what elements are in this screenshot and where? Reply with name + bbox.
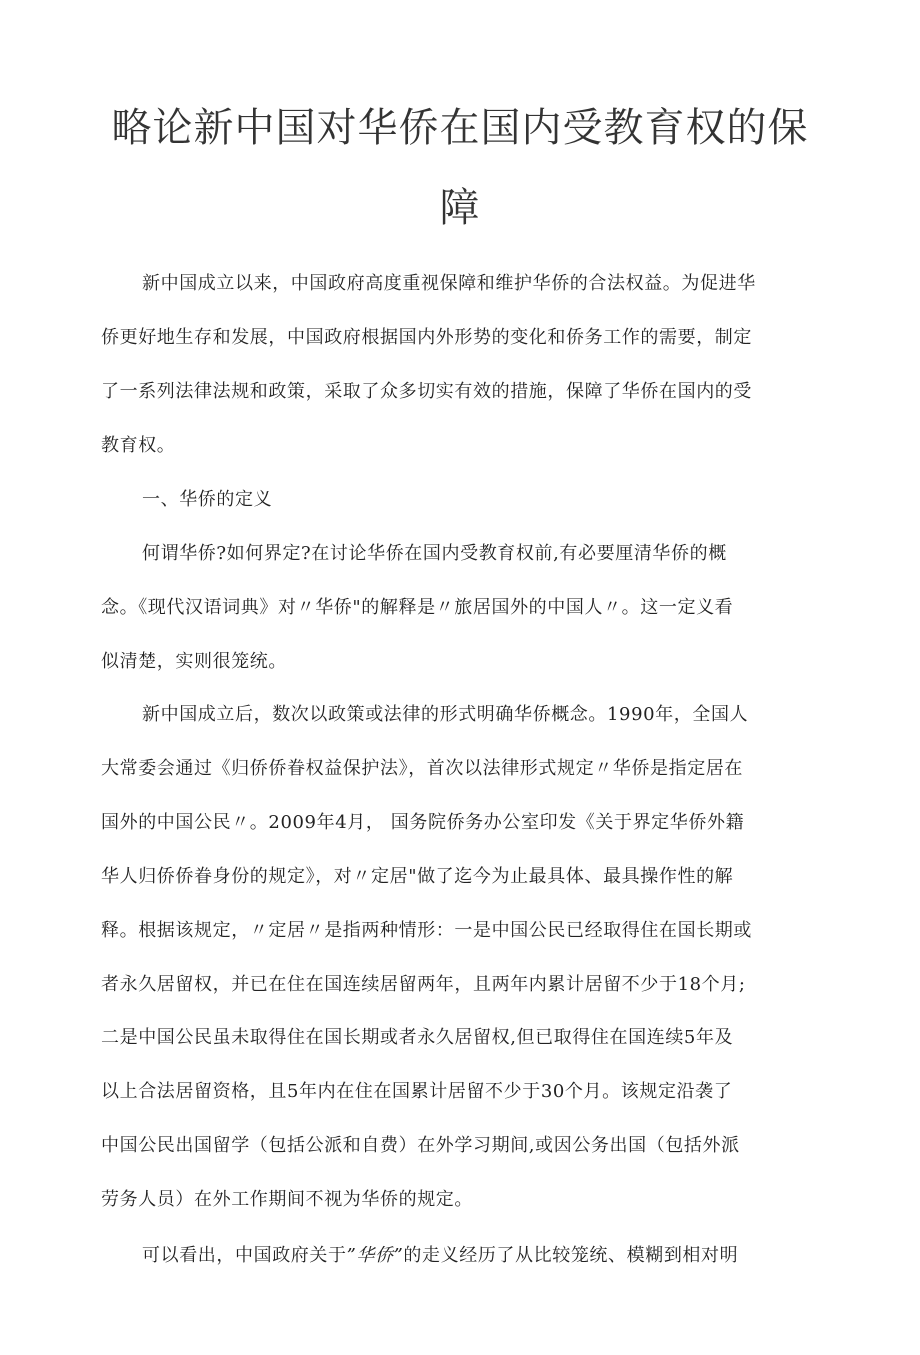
paragraph-2-line-2: 念。《现代汉语词典》对〃华侨"的解释是〃旅居国外的中国人〃。这一定义看 — [101, 597, 734, 618]
paragraph-1-line-2: 侨更好地生存和发展，中国政府根据国内外形势的变化和侨务工作的需要，制定 — [101, 327, 752, 348]
paragraph-3-line-2: 大常委会通过《归侨侨眷权益保护法》，首次以法律形式规定〃华侨是指定居在 — [101, 758, 743, 779]
paragraph-4-start: 可以看出，中国政府关于 — [142, 1245, 347, 1266]
document-title — [90, 88, 830, 248]
title-line-2: 障 — [439, 185, 481, 231]
paragraph-4-end: 的走义经历了从比较笼统、模糊到相对明 — [403, 1245, 739, 1266]
paragraph-2-line-1: 何谓华侨?如何界定?在讨论华侨在国内受教育权前,有必要厘清华侨的概 — [142, 543, 727, 564]
paragraph-4-line-1 — [142, 1244, 738, 1268]
paragraph-3-line-3: 国外的中国公民〃。2009年4月， 国务院侨务办公室印发《关于界定华侨外籍 — [101, 812, 745, 833]
paragraph-3-line-9: 中国公民出国留学（包括公派和自费）在外学习期间,或因公务出国（包括外派 — [101, 1135, 740, 1156]
paragraph-3-line-10: 劳务人员）在外工作期间不视为华侨的规定。 — [101, 1189, 473, 1210]
paragraph-3-line-7: 二是中国公民虽未取得住在国长期或者永久居留权,但已取得住在国连续5年及 — [101, 1027, 734, 1048]
paragraph-3-line-1: 新中国成立后，数次以政策或法律的形式明确华侨概念。1990年，全国人 — [142, 704, 749, 725]
paragraph-3-line-4: 华人归侨侨眷身份的规定》，对〃定居"做了迄今为止最具体、最具操作性的解 — [101, 866, 734, 887]
paragraph-3-line-5: 释。根据该规定，〃定居〃是指两种情形：一是中国公民已经取得住在国长期或 — [101, 920, 752, 941]
section-heading: 一、华侨的定义 — [142, 489, 273, 510]
title-line-1: 略论新中国对华侨在国内受教育权的保 — [111, 105, 809, 151]
paragraph-1-line-1: 新中国成立以来，中国政府高度重视保障和维护华侨的合法权益。为促进华 — [142, 273, 756, 294]
paragraph-3-line-8: 以上合法居留资格，且5年内在住在国累计居留不少于30个月。该规定沿袭了 — [101, 1081, 733, 1102]
paragraph-1-line-3: 了一系列法律法规和政策，采取了众多切实有效的措施，保障了华侨在国内的受 — [101, 381, 752, 402]
paragraph-2-line-3: 似清楚，实则很笼统。 — [101, 651, 287, 672]
paragraph-3-line-6: 者永久居留权，并已在住在国连续居留两年，且两年内累计居留不少于18个月; — [101, 974, 746, 995]
paragraph-4-emphasis: ”华侨” — [346, 1245, 404, 1266]
paragraph-1-line-4: 教育权。 — [101, 435, 176, 456]
